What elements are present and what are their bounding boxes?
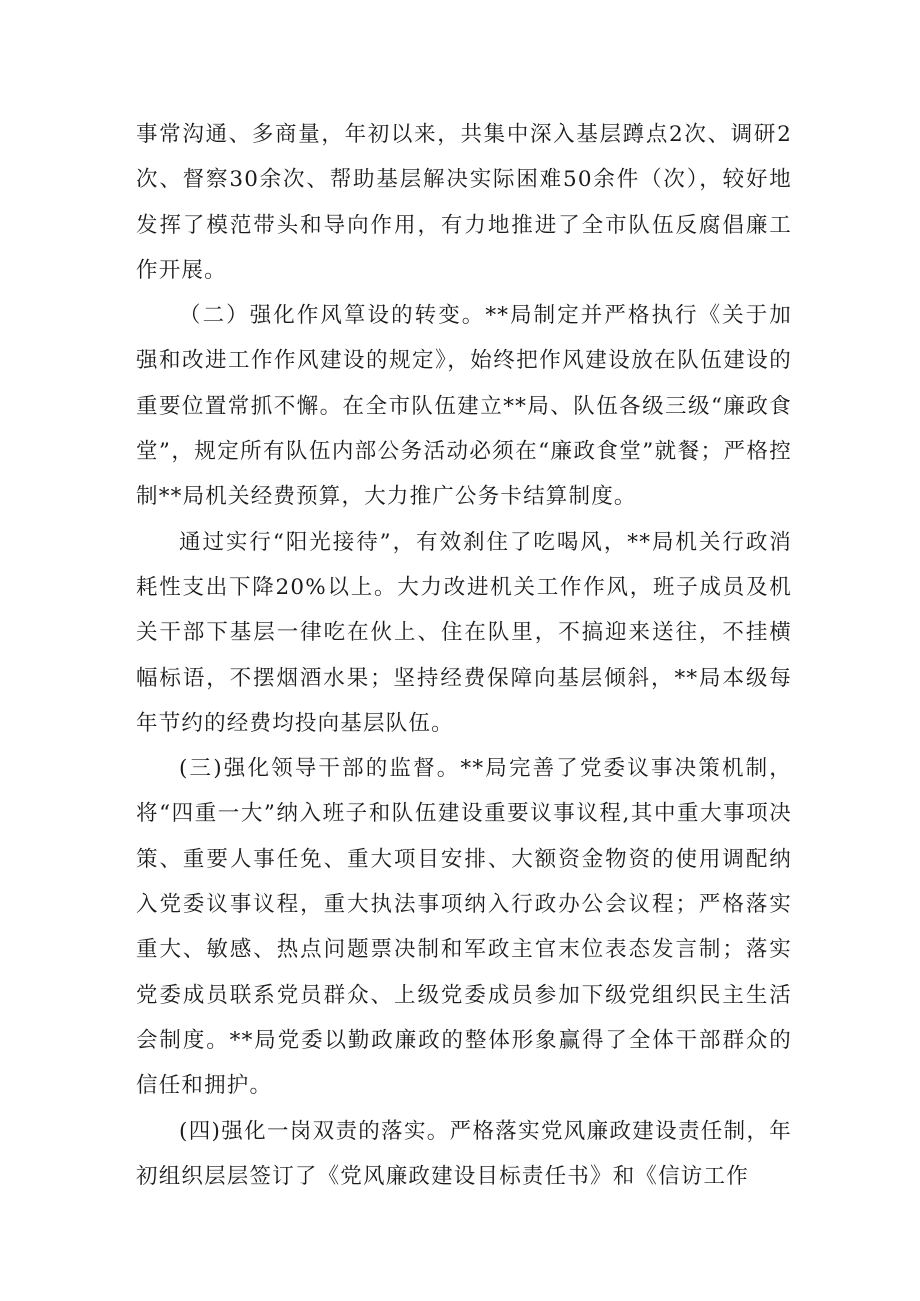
paragraph-4: (三)强化领导干部的监督。**局完善了党委议事决策机制，将“四重一大”纳入班子和队伍建设重要议事议程,其中重大事项决策、重要人事任免、重大项目安排、大额资金物资的使用调配纳入党委议事议程，重大执法事项纳入行政办公会议程；严格落实重大、敏感、热点问题票决制和军政主官末位表态发言制；落实党委成员联系党员群众、上级党委成员参加下级党组织民主生活会制度。**局党委以勤政廉政的整体形象赢得了全体干部群众的信任和拥护。 — [136, 756, 792, 1099]
paragraph-3: 通过实行“阳光接待”，有效刹住了吃喝风，**局机关行政消耗性支出下降20%以上。大力改进机关工作作风，班子成员及机关干部下基层一律吃在伙上、住在队里，不搞迎来送往，不挂横幅标语，不摆烟酒水果；坚持经费保障向基层倾斜，**局本级每年节约的经费均投向基层队伍。 — [136, 529, 792, 736]
paragraph-5: (四)强化一岗双责的落实。严格落实党风廉政建设责任制，年初组织层层签订了《党风廉政建设目标责任书》和《信访工作 — [136, 1118, 792, 1189]
paragraph-2: （二）强化作风筸设的转变。**局制定并严格执行《关于加强和改进工作作风建设的规定》，始终把作风建设放在队伍建设的重要位置常抓不懈。在全市队伍建立**局、队伍各级三级“廉政食堂”，规定所有队伍内部公务活动必须在“廉政食堂”就餐；严格控制**局机关经费预算，大力推广公务卡结算制度。 — [136, 303, 792, 510]
document-body — [136, 112, 792, 1199]
paragraph-1: 事常沟通、多商量，年初以来，共集中深入基层蹲点2次、调研2次、督察30余次、帮助基层解决实际困难50余件（次），较好地发挥了模范带头和导向作用，有力地推进了全市队伍反腐倡廉工作开展。 — [136, 122, 792, 283]
